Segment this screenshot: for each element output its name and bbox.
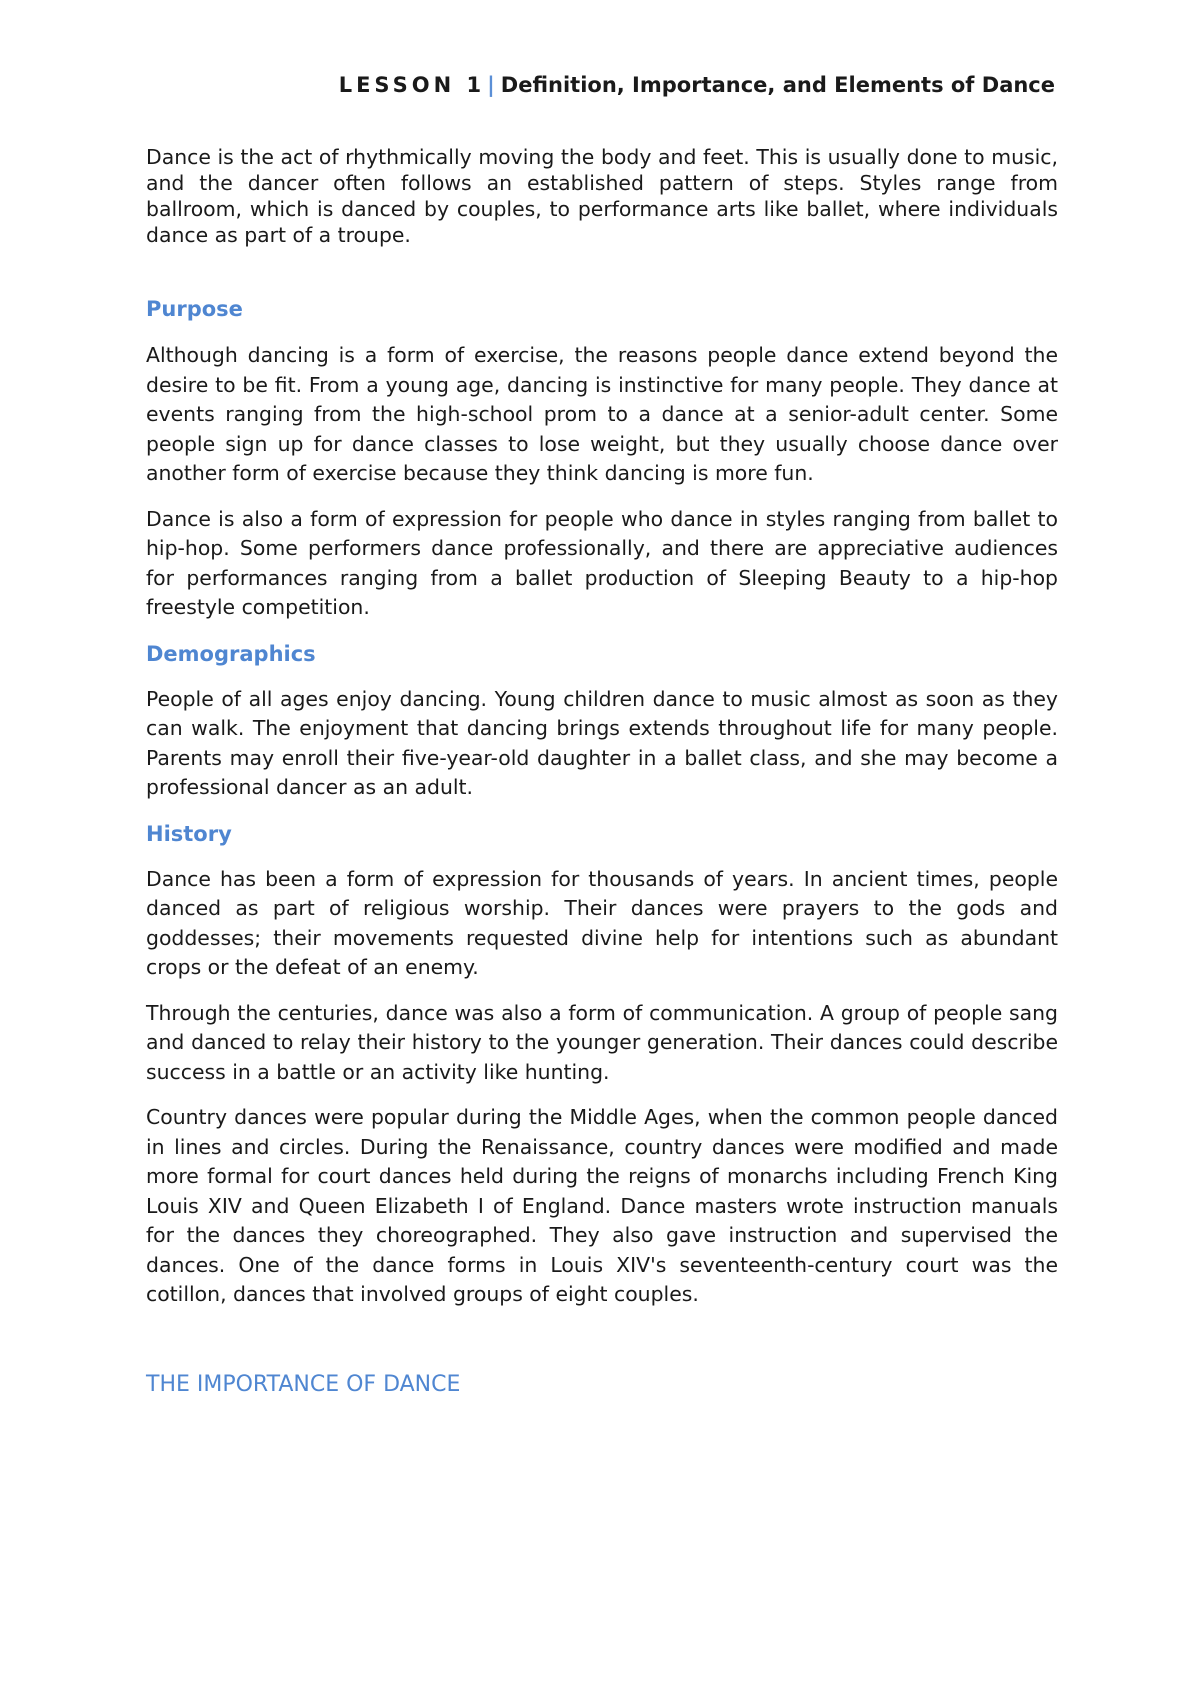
demographics-heading: Demographics: [146, 641, 316, 666]
history-heading: History: [146, 821, 232, 846]
document-body: [146, 144, 1058, 1400]
purpose-paragraph-2: Dance is also a form of expression for people who dance in styles ranging from ballet to hip-hop. Some performers dance professionally, and there are appreciative audiences for performances ranging from a ballet production of Sleeping Beauty to a hip-hop freestyle competition.: [146, 506, 1058, 619]
intro-paragraph: Dance is the act of rhythmically moving the body and feet. This is usually done to music, and the dancer often follows an established pattern of steps. Styles range from ballroom, which is danced by couples, to performance arts like ballet, where individuals dance as part of a troupe.: [146, 145, 1058, 247]
purpose-paragraph-1: Although dancing is a form of exercise, the reasons people dance extend beyond the desire to be fit. From a young age, dancing is instinctive for many people. They dance at events ranging from the high-school prom to a dance at a senior-adult center. Some people sign up for dance classes to lose weight, but they usually choose dance over another form of exercise because they think dancing is more fun.: [146, 343, 1058, 485]
history-paragraph-2: Through the centuries, dance was also a form of communication. A group of people sang and danced to relay their history to the younger generation. Their dances could describe success in a battle or an activity like hunting.: [146, 1000, 1058, 1084]
importance-heading: THE IMPORTANCE OF DANCE: [146, 1371, 461, 1397]
lesson-title: Definition, Importance, and Elements of Dance: [500, 73, 1055, 97]
page-header: [339, 73, 1055, 97]
purpose-heading: Purpose: [146, 297, 243, 321]
history-paragraph-3: Country dances were popular during the Middle Ages, when the common people danced in lines and circles. During the Renaissance, country dances were modified and made more formal for court dances held during the reigns of monarchs including French King Louis XIV and Queen Elizabeth I of England. Dance masters wrote instruction manuals for the dances they choreographed. They also gave instruction and supervised the dances. One of the dance forms in Louis XIV's seventeenth-century court was the cotillon, dances that involved groups of eight couples.: [146, 1105, 1058, 1306]
history-paragraph-1: Dance has been a form of expression for thousands of years. In ancient times, people danced as part of religious worship. Their dances were prayers to the gods and goddesses; their movements requested divine help for intentions such as abundant crops or the defeat of an enemy.: [146, 866, 1058, 979]
header-separator: |: [487, 73, 495, 97]
demographics-paragraph: People of all ages enjoy dancing. Young children dance to music almost as soon as they can walk. The enjoyment that dancing brings extends throughout life for many people. Parents may enroll their five-year-old daughter in a ballet class, and she may become a professional dancer as an adult.: [146, 686, 1058, 799]
lesson-number: LESSON 1: [338, 73, 486, 97]
